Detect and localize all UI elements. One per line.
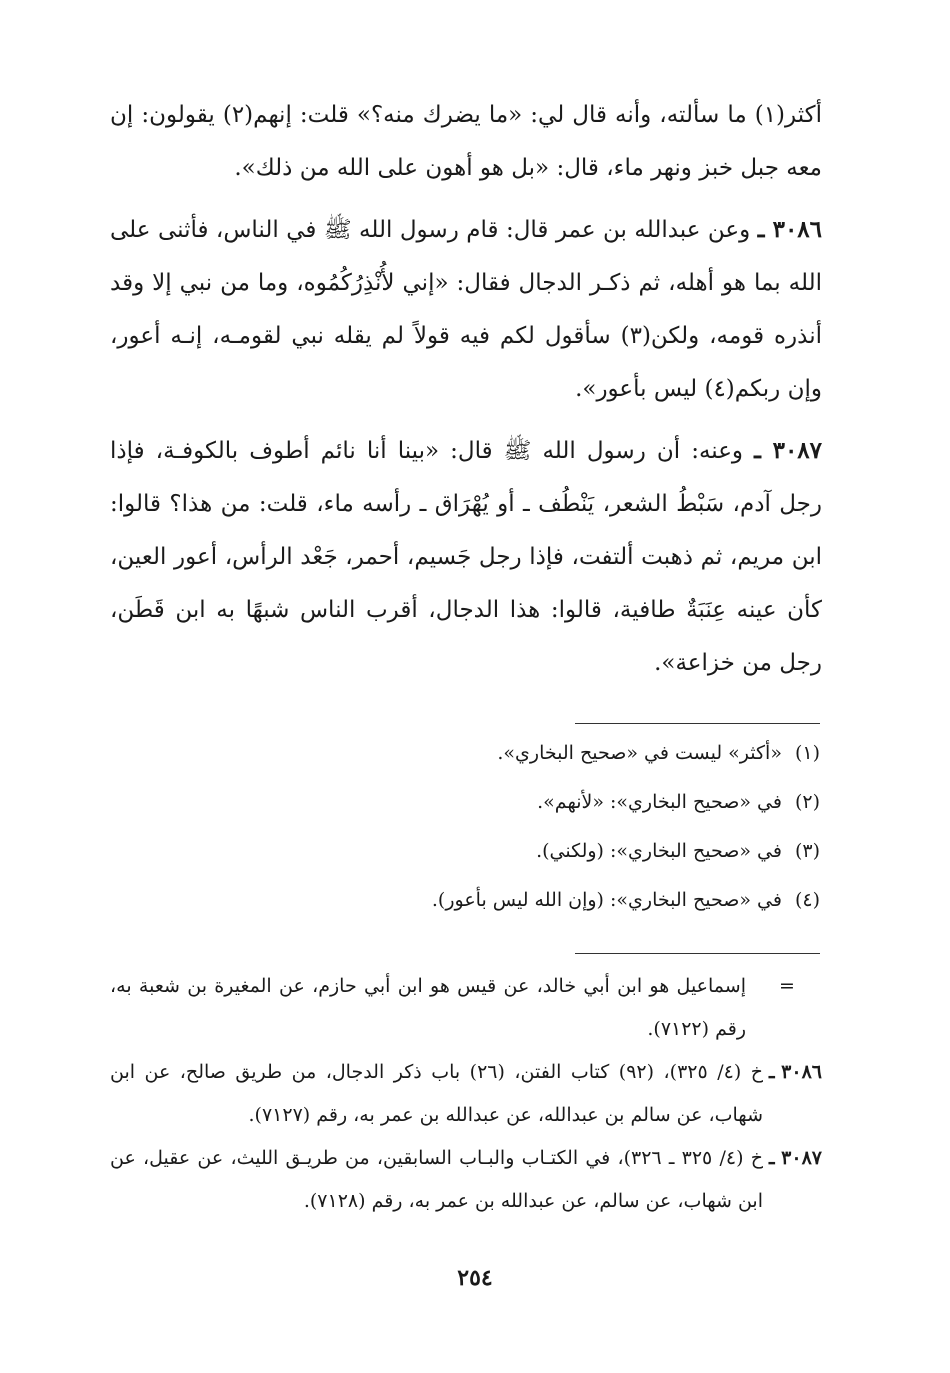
footnote-number: (٢) (794, 791, 820, 813)
takhrij-notes (110, 965, 822, 1223)
footnote-1 (300, 742, 820, 765)
takhrij-number: ٣٠٨٧ ـ (768, 1147, 822, 1169)
main-text (110, 88, 822, 698)
page-number: ٢٥٤ (457, 1265, 493, 1291)
takhrij-text: إسماعيل هو ابن أبي خالد، عن قيس هو ابن أبي حازم، عن المغيرة بن شعبة به، رقم (٧١٢٢). (110, 975, 746, 1040)
footnote-3 (300, 840, 820, 863)
paragraph-text: وعن عبدالله بن عمر قال: قام رسول الله ﷺ في الناس، فأثنى على الله بما هو أهله، ثم ذكـر الدجال فقال: «إني لأُنْذِرُكُمُوه، وما من نبي إلا وقد أنذره قومه، ولكن(٣) سأقول لكم فيه قولاً لم يقله نبي لقومـه، إنـه أعور، وإن ربكم(٤) ليس بأعور». (110, 217, 822, 402)
takhrij-text: خ (٤/ ٣٢٥ ـ ٣٢٦)، في الكتـاب والبـاب السابقين، من طريـق الليث، عن عقيل، عن ابن شهاب، عن سالم، عن عبدالله بن عمر به، رقم (٧١٢٨). (110, 1147, 763, 1212)
footnote-text: في «صحيح البخاري»: (وإن الله ليس بأعور). (431, 889, 782, 911)
takhrij-number: ٣٠٨٦ ـ (768, 1061, 822, 1083)
hadith-number: ٣٠٨٧ ـ (754, 437, 823, 464)
footnotes (300, 742, 820, 938)
hadith-3087 (110, 424, 822, 690)
hadith-3086 (110, 203, 822, 416)
takhrij-continuation (110, 965, 822, 1051)
footnote-text: في «صحيح البخاري»: «لأنهم». (537, 791, 782, 813)
footnote-number: (٤) (794, 889, 820, 911)
paragraph-text: أكثر(١) ما سألته، وأنه قال لي: «ما يضرك منه؟» قلت: إنهم(٢) يقولون: إن معه جبل خبز ونهر ماء، قال: «بل هو أهون على الله من ذلك». (110, 102, 822, 181)
takhrij-divider (575, 953, 820, 954)
paragraph-continuation (110, 88, 822, 195)
takhrij-3086 (110, 1051, 822, 1137)
takhrij-3087 (110, 1137, 822, 1223)
footnote-4 (300, 889, 820, 912)
footnote-number: (٣) (794, 840, 820, 862)
paragraph-text: وعنه: أن رسول الله ﷺ قال: «بينا أنا نائم أطوف بالكوفـة، فإذا رجل آدم، سَبْطُ الشعر، يَنْطُف ـ أو يُهْرَاق ـ رأسه ماء، قلت: من هذا؟ قالوا: ابن مريم، ثم ذهبت ألتفت، فإذا رجل جَسيم، أحمر، جَعْد الرأس، أعور العين، كأن عينه عِنَبَةٌ طافية، قالوا: هذا الدجال، أقرب الناس شبهًا به ابن قَطَن، رجل من خزاعة». (110, 438, 822, 676)
footnote-divider (575, 723, 820, 724)
footnote-text: «أكثر» ليست في «صحيح البخاري». (497, 742, 782, 764)
continuation-mark: = (779, 975, 795, 997)
takhrij-text: خ (٤/ ٣٢٥)، (٩٢) كتاب الفتن، (٢٦) باب ذكر الدجال، من طريق صالح، عن ابن شهاب، عن سالم بن عبدالله، عن عبدالله بن عمر به، رقم (٧١٢٧). (110, 1061, 763, 1126)
hadith-number: ٣٠٨٦ ـ (757, 216, 823, 243)
footnote-text: في «صحيح البخاري»: (ولكني). (536, 840, 782, 862)
footnote-2 (300, 791, 820, 814)
footnote-number: (١) (794, 742, 820, 764)
